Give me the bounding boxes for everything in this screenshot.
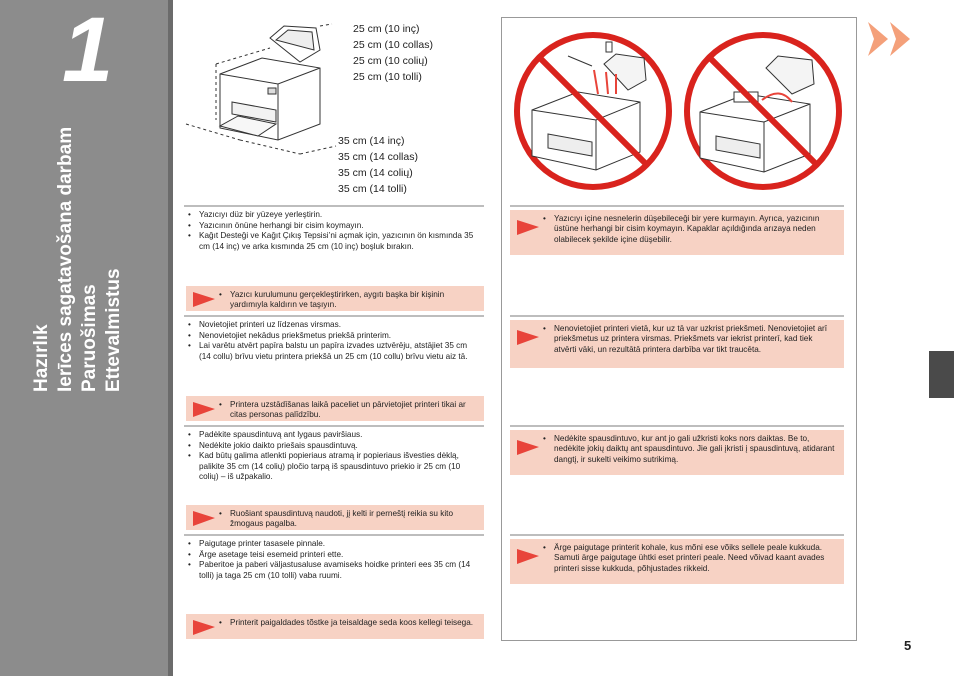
warning-flag-icon: [193, 511, 215, 526]
front-dim-lt: 35 cm (14 colių): [338, 167, 413, 179]
section-titles: [30, 92, 140, 392]
title-turkish: Hazırlık: [31, 324, 52, 392]
instruction-list: [188, 210, 480, 252]
section-separator: [510, 205, 844, 207]
warning-text: • Nedėkite spausdintuvo, kur ant jo gali užkristi koks nors daiktas. Be to, nedėkite jokių daiktų ant spausdintuvo. Jie gali įkristi į spausdintuvą, atidarant dangtį, ir sukelti veikimo sutrikimą.: [554, 434, 836, 465]
list-item: • Lai varētu atvērt papīra balstu un papīra izvades uztvērēju, atstājiet 35 cm (14 collu) brīvu vietu printera priekšā un 25 cm (10 collu) brīvu vietu aiz tā.: [188, 341, 480, 362]
warning-text: • Ärge paigutage printerit kohale, kus mõni ese võiks sellele peale kukkuda. Samuti ärge paigutage ühtki eset printeri peale. Need võivad kaant avades printeri sisse kukkuda, põhjustades rikkeid.: [554, 543, 836, 574]
prohibit-objects-on-top-figure: [682, 30, 844, 192]
caution-text: • Ruošiant spausdintuvą naudoti, jį kelti ir perneštį reikia su kito žmogaus pagalba.: [230, 509, 476, 530]
rear-dim-lt: 25 cm (10 colių): [353, 55, 428, 67]
section-separator: [510, 315, 844, 317]
title-latvian: Ierīces sagatavošana darbam: [55, 126, 76, 392]
warning-box: [510, 539, 844, 584]
list-item: • Padėkite spausdintuvą ant lygaus paviršiaus.: [188, 430, 480, 441]
instruction-list: [188, 430, 480, 483]
list-item: • Novietojiet printeri uz līdzenas virsmas.: [188, 320, 480, 331]
list-item: • Nenovietojiet nekādus priekšmetus priekšā printerim.: [188, 331, 480, 342]
list-item: • Ärge asetage teisi esemeid printeri ette.: [188, 550, 480, 561]
list-item: • Paberitoe ja paberi väljastusaluse avamiseks hoidke printeri ees 35 cm (14 tolli) ja taga 25 cm (10 tolli) vaba ruumi.: [188, 560, 480, 581]
caution-box: [186, 505, 484, 530]
list-item: • Paigutage printer tasasele pinnale.: [188, 539, 480, 550]
list-item: • Kağıt Desteği ve Kağıt Çıkış Tepsisi’ni açmak için, yazıcının ön kısmında 35 cm (14 inç) ve arka kısmında 25 cm (10 inç) boşluk bırakın.: [188, 231, 480, 252]
caution-box: [186, 286, 484, 311]
caution-box: [186, 614, 484, 639]
warning-text: • Nenovietojiet printeri vietā, kur uz tā var uzkrist priekšmeti. Nenovietojiet arī priekšmetus uz printera virsmas. Priekšmets var iekrist printerī, kad tiek atvērti vāki, un rezultātā printera darbība var tikt traucēta.: [554, 324, 836, 355]
chapter-tab: [929, 351, 954, 398]
instruction-list: [188, 539, 480, 581]
warning-flag-icon: [193, 402, 215, 417]
caution-text: • Printera uzstādīšanas laikā paceliet un pārvietojiet printeri tikai ar citas personas palīdzību.: [230, 400, 476, 421]
section-separator: [184, 534, 484, 536]
step-number: 1: [62, 0, 114, 101]
warning-box: [510, 430, 844, 475]
next-page-arrows-icon[interactable]: [866, 20, 918, 58]
caution-box: [186, 396, 484, 421]
page-number: 5: [904, 638, 912, 653]
list-item: • Yazıcının önüne herhangi bir cisim koymayın.: [188, 221, 480, 232]
rear-dim-lv: 25 cm (10 collas): [353, 39, 433, 51]
printer-clearance-figure: [180, 22, 340, 162]
front-dim-tr: 35 cm (14 inç): [338, 135, 405, 147]
front-dim-et: 35 cm (14 tolli): [338, 183, 407, 195]
caution-text: • Yazıcı kurulumunu gerçekleştirirken, aygıtı başka bir kişinin yardımıyla kaldırın ve taşıyın.: [230, 290, 476, 311]
prohibit-objects-falling-figure: [512, 30, 674, 192]
instruction-list: [188, 320, 480, 362]
rear-dim-tr: 25 cm (10 inç): [353, 23, 420, 35]
warning-text: • Yazıcıyı içine nesnelerin düşebileceği bir yere kurmayın. Ayrıca, yazıcının üstüne herhangi bir cisim koymayın. Kapaklar açıldığında arızaya neden olabilecek şekilde içine düşebilir.: [554, 214, 836, 245]
list-item: • Yazıcıyı düz bir yüzeye yerleştirin.: [188, 210, 480, 221]
warning-flag-icon: [517, 330, 539, 345]
title-estonian: Ettevalmistus: [103, 268, 124, 392]
caution-text: • Printerit paigaldades tõstke ja teisaldage seda koos kellegi teisega.: [230, 618, 476, 628]
section-separator: [184, 205, 484, 207]
warning-flag-icon: [193, 292, 215, 307]
front-clearance-text: [338, 133, 418, 197]
title-lithuanian: Paruošimas: [79, 284, 100, 392]
section-separator: [510, 425, 844, 427]
warning-box: [510, 210, 844, 255]
front-dim-lv: 35 cm (14 collas): [338, 151, 418, 163]
rear-dim-et: 25 cm (10 tolli): [353, 71, 422, 83]
section-separator: [510, 534, 844, 536]
warning-flag-icon: [517, 220, 539, 235]
section-separator: [184, 315, 484, 317]
warning-flag-icon: [193, 620, 215, 635]
section-separator: [184, 425, 484, 427]
rear-clearance-text: [353, 21, 433, 85]
warning-flag-icon: [517, 549, 539, 564]
warning-flag-icon: [517, 440, 539, 455]
list-item: • Nedėkite jokio daikto priešais spausdintuvą.: [188, 441, 480, 452]
warning-box: [510, 320, 844, 368]
list-item: • Kad būtų galima atlenkti popieriaus atramą ir popieriaus išvesties dėklą, palikite 35 cm (14 colių) pločio tarpą iš spausdintuvo priekio ir 25 cm (10 colių) – iš užpakalio.: [188, 451, 480, 483]
sidebar-edge: [168, 0, 173, 676]
